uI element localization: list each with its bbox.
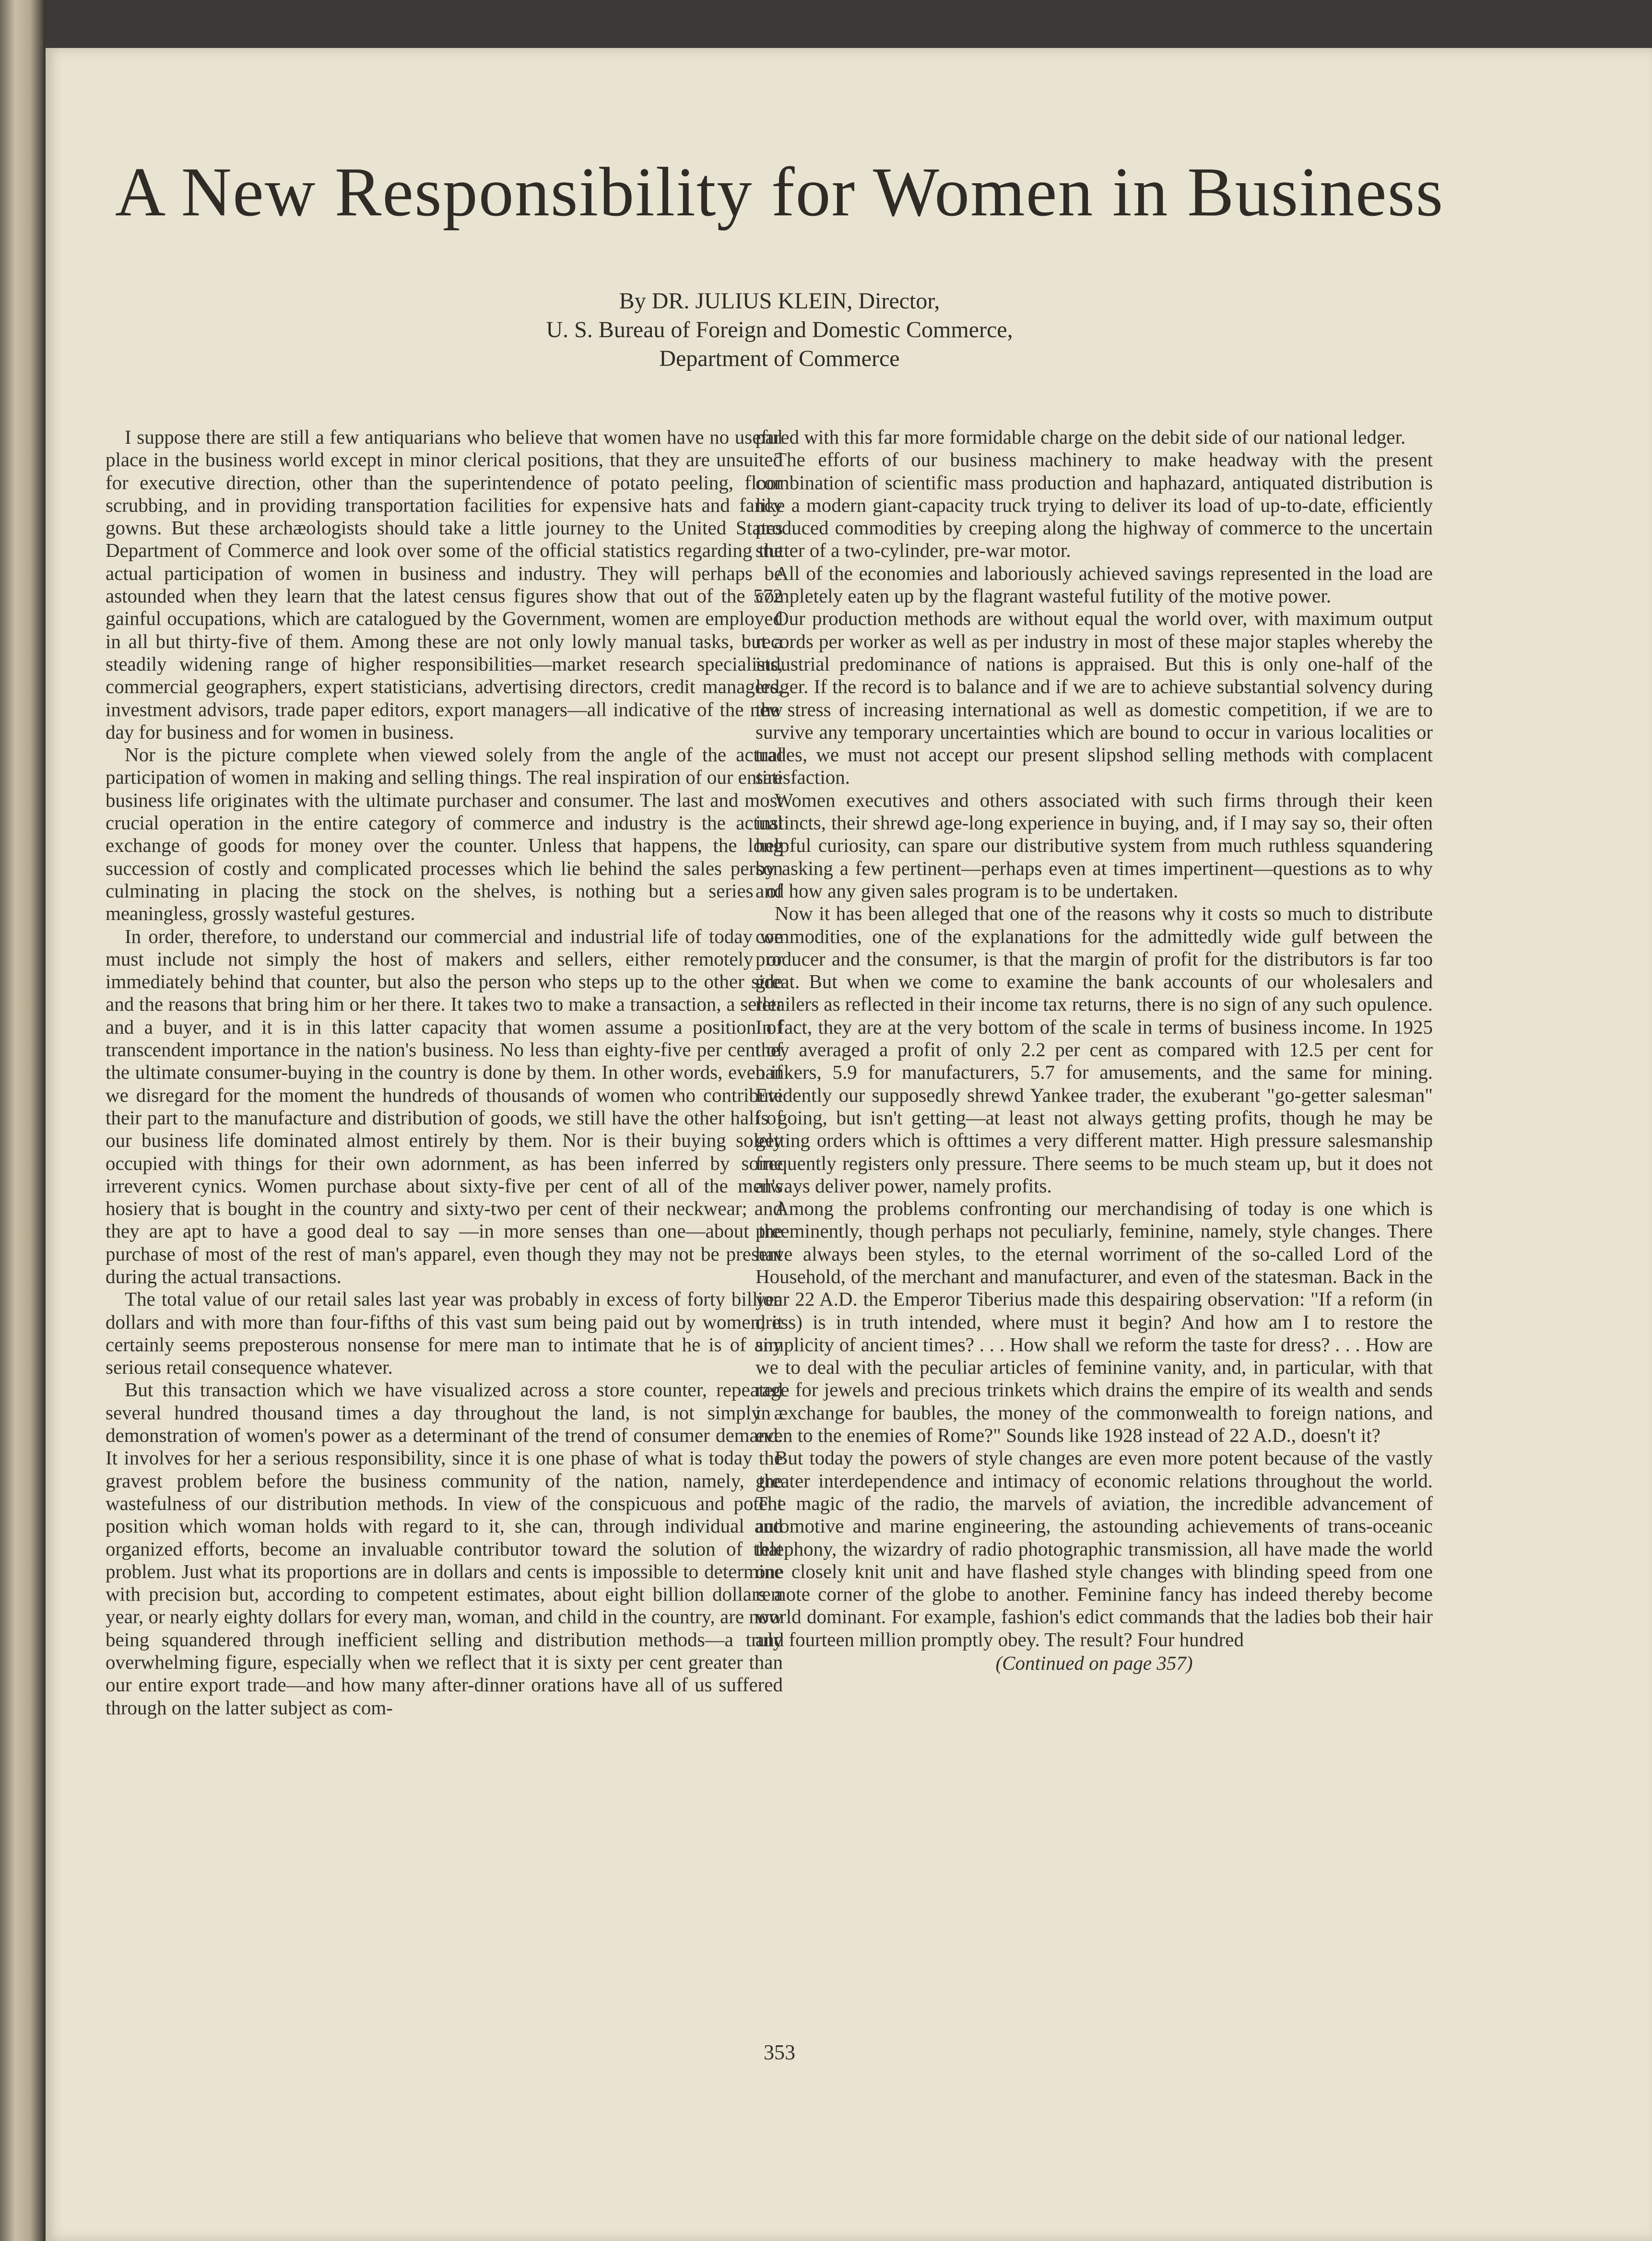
paragraph: Among the problems confronting our merchandising of today is one which is preeminently, though perhaps not peculiarly, feminine, namely, style changes. There have always been styles, to the eternal worriment of the so-called Lord of the Household, of the merchant and manufacturer, and even of the statesman. Back in the year 22 A.D. the Emperor Tiberius made this despairing observation: "If a reform (in dress) is in truth intended, where must it begin? And how am I to restore the simplicity of ancient times? . . . How shall we reform the taste for dress? . . . How are we to deal with the peculiar articles of feminine vanity, and, in particular, with that rage for jewels and precious trinkets which drains the empire of its wealth and sends in exchange for baubles, the money of the commonwealth to foreign nations, and even to the enemies of Rome?" Sounds like 1928 instead of 22 A.D., doesn't it? — [755, 1197, 1433, 1447]
article-title: A New Responsibility for Women in Business — [115, 153, 1444, 231]
book-spine — [0, 0, 43, 2241]
paragraph: pared with this far more formidable charge on the debit side of our national ledger. — [755, 426, 1406, 448]
right-column — [755, 426, 1433, 1675]
paragraph: Women executives and others associated with such firms through their keen instincts, their shrewd age-long experience in buying, and, if I may say so, their often helpful curiosity, can spare our distributive system from much ruthless squandering by asking a few pertinent—perhaps even at times impertinent—questions as to why and how any given sales program is to be undertaken. — [755, 789, 1433, 902]
paragraph: The total value of our retail sales last year was probably in excess of forty billion dollars and with more than four-fifths of this vast sum being paid out by women, it certainly seems preposterous nonsense for mere man to intimate that he is of any serious retail consequence whatever. — [106, 1288, 783, 1379]
byline-bureau: U. S. Bureau of Foreign and Domestic Commerce, — [546, 317, 1013, 342]
byline-department: Department of Commerce — [659, 346, 900, 371]
paragraph: In order, therefore, to understand our commercial and industrial life of today we must include not simply the host of makers and sellers, either remotely or immediately behind that counter, but also the person who steps up to the other side and the reasons that bring him or her there. It takes two to make a transaction, a seller and a buyer, and it is in this latter capacity that women assume a position of transcendent importance in the nation's business. No less than eighty-five per cent of the ultimate consumer-buying in the country is done by them. In other words, even if we disregard for the moment the hundreds of thousands of women who contribute their part to the manufacture and distribution of goods, we still have the other half of our business life dominated almost entirely by them. Nor is their buying solely occupied with things for their own adornment, as has been inferred by some irreverent cynics. Women purchase about sixty-five per cent of all of the men's hosiery that is bought in the country and sixty-two per cent of their neckwear; and they are apt to have a good deal to say —in more senses than one—about the purchase of most of the rest of man's apparel, even though they may not be present during the actual transactions. — [106, 925, 783, 1287]
paragraph: Nor is the picture complete when viewed solely from the angle of the actual participation of women in making and selling things. The real inspiration of our entire business life originates with the ultimate purchaser and consumer. The last and most crucial operation in the entire category of commerce and industry is the actual exchange of goods for money over the counter. Unless that happens, the long succession of costly and complicated processes which lie behind the sales person culminating in placing the stock on the shelves, is nothing but a series of meaningless, grossly wasteful gestures. — [106, 743, 783, 925]
paragraph: But today the powers of style changes are even more potent because of the vastly greater interdependence and intimacy of economic relations throughout the world. The magic of the radio, the marvels of aviation, the incredible advancement of automotive and marine engineering, the astounding achievements of trans-oceanic telephony, the wizardry of radio photographic transmission, all have made the world one closely knit unit and have flashed style changes with blinding speed from one remote corner of the globe to another. Feminine fancy has indeed thereby become world dominant. For example, fashion's edict commands that the ladies bob their hair and fourteen million promptly obey. The result? Four hundred — [755, 1447, 1433, 1651]
paragraph: All of the economies and laboriously achieved savings represented in the load are completely eaten up by the flagrant wasteful futility of the motive power. — [755, 562, 1433, 607]
paragraph: Now it has been alleged that one of the reasons why it costs so much to distribute commodities, one of the explanations for the admittedly wide gulf between the producer and the consumer, is that the margin of profit for the distributors is far too great. But when we come to examine the bank accounts of our wholesalers and retailers as reflected in their income tax returns, there is no sign of any such opulence. In fact, they are at the very bottom of the scale in terms of business income. In 1925 they averaged a profit of only 2.2 per cent as compared with 12.5 per cent for bankers, 5.9 for manufacturers, 5.7 for amusements, and the same for mining. Evidently our supposedly shrewd Yankee trader, the exuberant "go-getter salesman" is going, but isn't getting—at least not always getting profits, though he may be getting orders which is ofttimes a very different matter. High pressure salesmanship frequently registers only pressure. There seems to be much steam up, but it does not always deliver power, namely profits. — [755, 902, 1433, 1197]
byline-author: By DR. JULIUS KLEIN, Director, — [619, 288, 940, 314]
paragraph: I suppose there are still a few antiquarians who believe that women have no useful place in the business world except in minor clerical positions, that they are unsuited for executive direction, other than the superintendence of potato peeling, floor scrubbing, and in providing transportation facilities for expensive hats and fancy gowns. But these archæologists should take a little journey to the United States Department of Commerce and look over some of the official statistics regarding the actual participation of women in business and industry. They will perhaps be astounded when they learn that the latest census figures show that out of the 572 gainful occupations, which are catalogued by the Government, women are employed in all but thirty-five of them. Among these are not only lowly manual tasks, but a steadily widening range of higher responsibilities—market research specialists, commercial geographers, expert statisticians, advertising directors, credit managers, investment advisors, trade paper editors, export managers—all indicative of the new day for business and for women in business. — [106, 426, 783, 743]
byline — [108, 287, 1451, 373]
paragraph: Our production methods are without equal the world over, with maximum output records per worker as well as per industry in most of these major staples whereby the industrial predominance of nations is appraised. But this is only one-half of the ledger. If the record is to balance and if we are to achieve substantial solvency during the stress of increasing international as well as domestic competition, if we are to survive any temporary uncertainties which are bound to occur in various localities or trades, we must not accept our present slipshod selling methods with complacent satisfaction. — [755, 607, 1433, 789]
page-number: 353 — [764, 2040, 795, 2064]
paragraph: But this transaction which we have visualized across a store counter, repeated several hundred thousand times a day throughout the land, is not simply a demonstration of women's power as a determinant of the trend of consumer demand. It involves for her a serious responsibility, since it is one phase of what is today the gravest problem before the business community of the nation, namely, the wastefulness of our distribution methods. In view of the conspicuous and potent position which woman holds with regard to it, she can, through individual and organized efforts, become an invaluable contributor toward the solution of that problem. Just what its proportions are in dollars and cents is impossible to determine with precision but, according to competent estimates, about eight billion dollars a year, or nearly eighty dollars for every man, woman, and child in the country, are now being squandered through inefficient selling and distribution methods—a truly overwhelming figure, especially when we reflect that it is sixty per cent greater than our entire export trade—and how many after-dinner orations have all of us suffered through on the latter subject as com- — [106, 1379, 783, 1719]
continued-note: (Continued on page 357) — [995, 1652, 1193, 1675]
left-column — [106, 426, 783, 1719]
paragraph: The efforts of our business machinery to make headway with the present combination of scientific mass production and haphazard, antiquated distribution is like a modern giant-capacity truck trying to deliver its load of up-to-date, efficiently produced commodities by creeping along the highway of commerce to the uncertain stutter of a two-cylinder, pre-war motor. — [755, 448, 1433, 562]
